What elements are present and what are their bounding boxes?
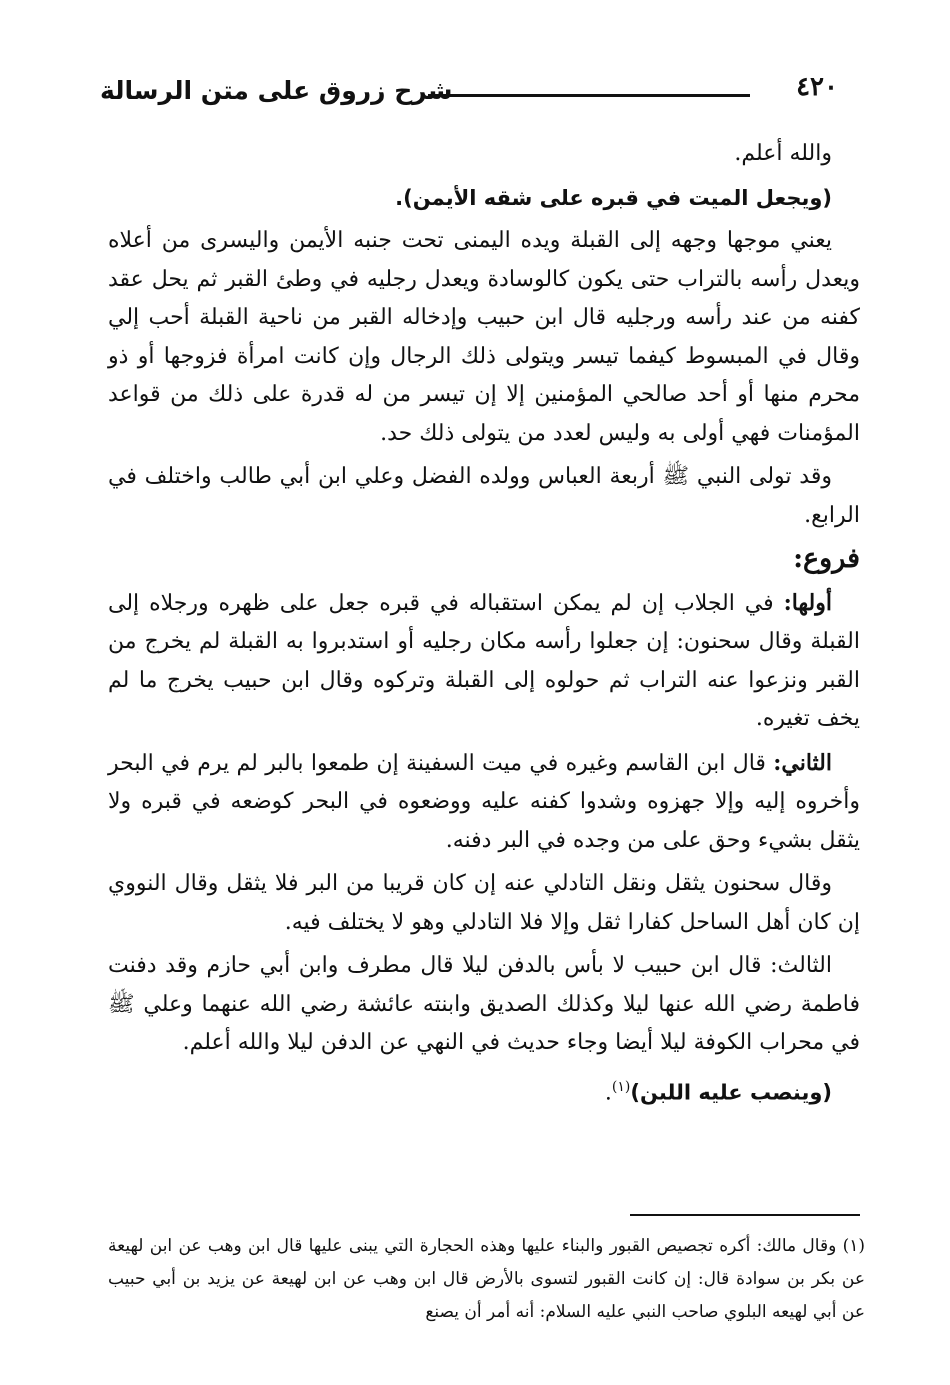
- paragraph-text: في الجلاب إن لم يمكن استقباله في قبره جعل على ظهره ورجلاه إلى القبلة وقال سحنون: إن جعلوا رأسه مكان رجليه أو استدبروا به القبلة لم يخرج من القبر ونزعوا عنه التراب ثم حولوه إلى القبلة وتركوه وقال ابن حبيب يخرج ما لم يخف تغيره.: [108, 590, 860, 731]
- paragraph: [108, 584, 860, 739]
- paragraph: [108, 744, 860, 861]
- main-text: [108, 135, 860, 1117]
- paragraph-lead: الثاني:: [773, 749, 832, 776]
- paragraph-end: .: [604, 1079, 612, 1105]
- page-number: ٤٢٠: [796, 72, 838, 102]
- paragraph-lead: الثالث:: [770, 953, 832, 978]
- running-title: شرح زروق على متن الرسالة: [100, 76, 453, 105]
- footnote-rule: [630, 1214, 860, 1216]
- paragraph: [108, 1068, 860, 1113]
- paragraph-lead: أولها:: [783, 589, 832, 616]
- paragraph: [108, 947, 860, 1063]
- paragraph: وقال سحنون يثقل ونقل التادلي عنه إن كان قريبا من البر فلا يثقل وقال النووي إن كان أهل الساحل كفارا ثقل وإلا فلا التادلي وهو لا يختلف فيه.: [108, 871, 860, 935]
- footnote: (١) وقال مالك: أكره تجصيص القبور والبناء عليها وهذه الحجارة التي يبنى عليها قال ابن وهب عن ابن لهيعة عن بكر بن سوادة قال: إن كانت القبور لتسوى بالأرض قال ابن وهب عن ابن لهيعة عن يزيد بن أبي حبيب عن أبي لهيعه البلوي صاحب النبي عليه السلام: أنه أمر أن يصنع: [108, 1236, 865, 1322]
- header-rule: [428, 94, 750, 97]
- page-header: [100, 72, 850, 120]
- section-heading: فروع:: [793, 543, 860, 574]
- footnotes: [108, 1230, 865, 1329]
- footnote-reference: (١): [611, 1078, 631, 1095]
- matn-quote: (ويجعل الميت في قبره على شقه الأيمن).: [395, 185, 832, 210]
- paragraph: وقد تولى النبي ﷺ أربعة العباس وولده الفضل وعلي ابن أبي طالب واختلف في الرابع.: [108, 464, 860, 528]
- matn-quote: (وينصب عليه اللبن): [630, 1079, 832, 1104]
- paragraph: يعني موجها وجهه إلى القبلة ويده اليمنى تحت جنبه الأيمن واليسرى من أعلاه ويعدل رأسه بالتراب حتى يكون كالوسادة ويعدل رجليه في وطئ القبر ثم يحل عقد كفنه من عند رأسه ورجليه قال ابن حبيب وإدخاله القبر من ناحية القبلة أحب إلي وقال في المبسوط كيفما تيسر ويتولى ذلك الرجال وإن كانت امرأة فزوجها أو ذو محرم منها أو أحد صالحي المؤمنين إلا إن تيسر من له قدرة على ذلك من قواعد المؤمنات فهي أولى به وليس لعدد من يتولى ذلك حد.: [108, 228, 860, 446]
- paragraph-text: قال ابن حبيب لا بأس بالدفن ليلا قال مطرف وابن أبي حازم وقد دفنت فاطمة رضي الله عنها ليلا وكذلك الصديق وابنته عائشة رضي الله عنهما وعلي ﷺ في محراب الكوفة ليلا أيضا وجاء حديث في النهي عن الدفن ليلا والله أعلم.: [108, 953, 860, 1055]
- paragraph-text: قال ابن القاسم وغيره في ميت السفينة إن طمعوا بالبر لم يرم في البحر وأخروه إليه وإلا جهزوه وشدوا كفنه عليه ووضعوه في البحر كوضعه في قبره ولا يثقل بشيء وحق على من وجده في البر دفنه.: [108, 750, 860, 853]
- paragraph: والله أعلم.: [734, 141, 832, 166]
